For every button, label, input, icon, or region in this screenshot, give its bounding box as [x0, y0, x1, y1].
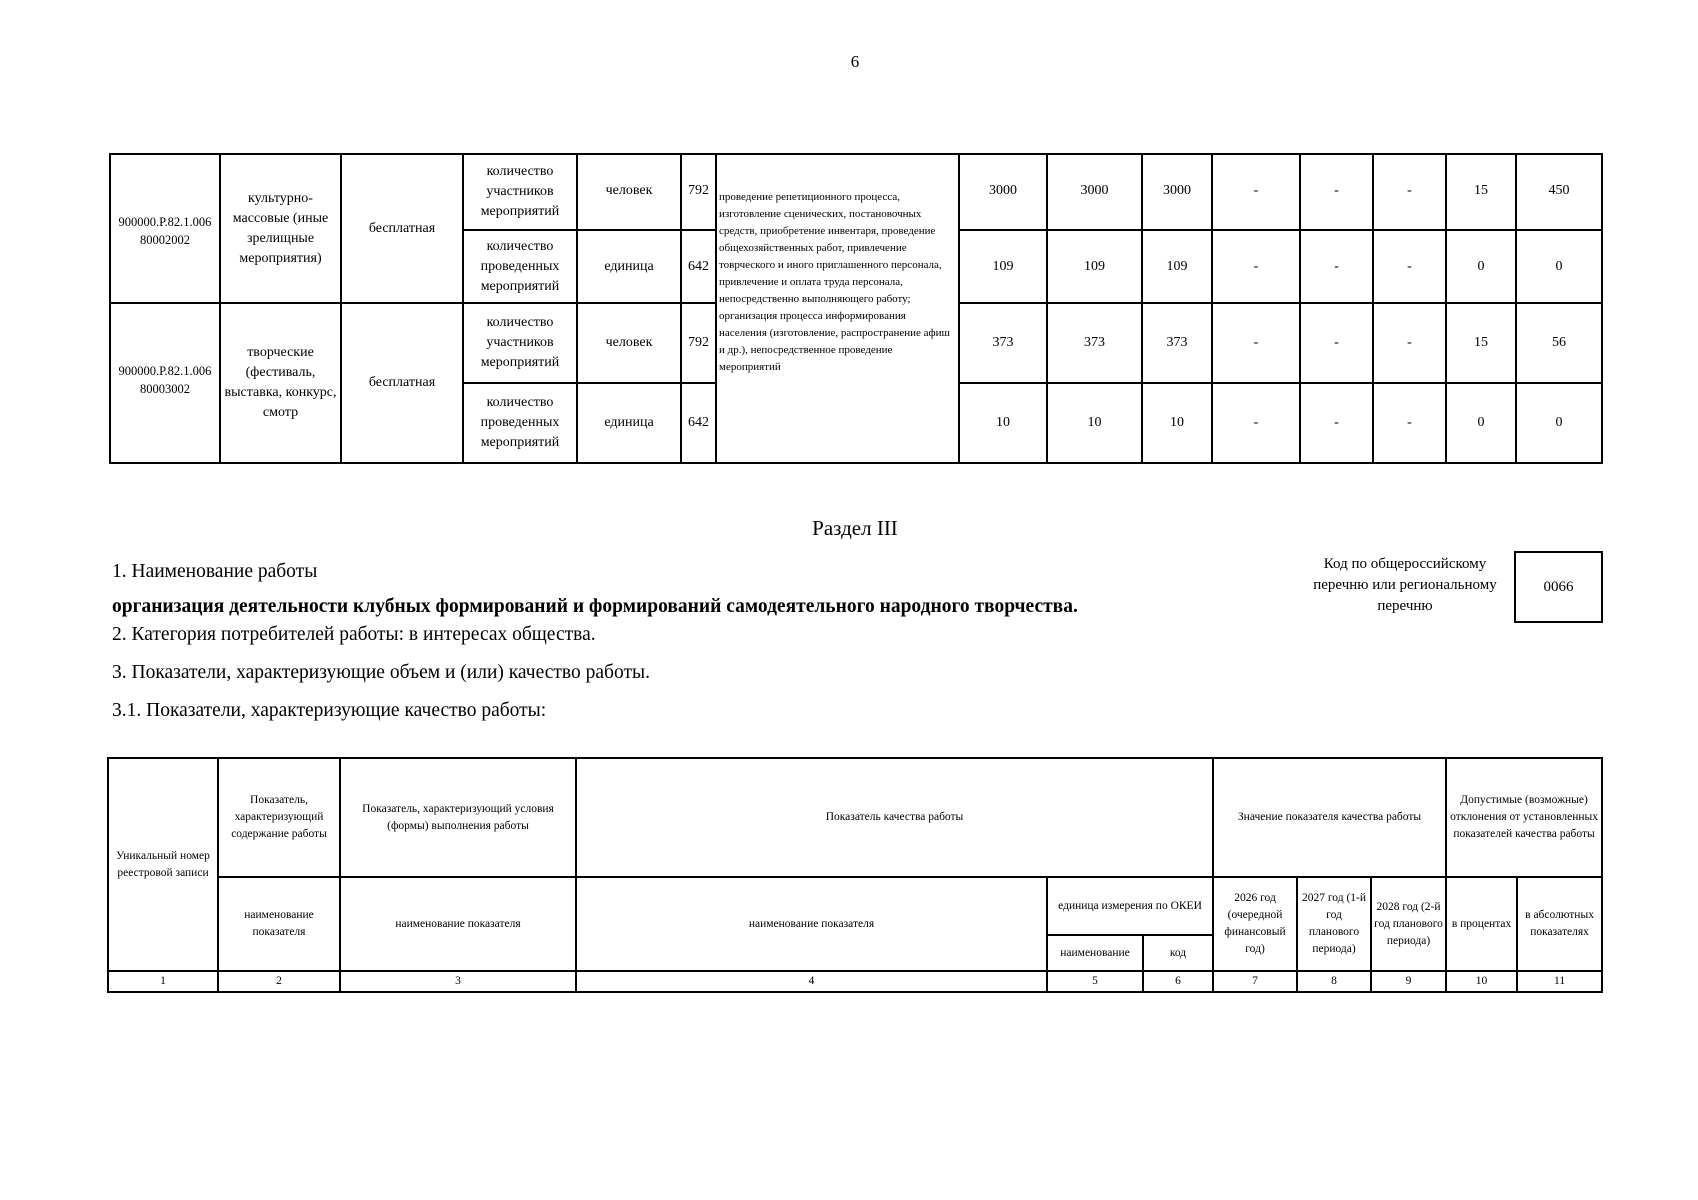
header-registry: Уникальный номер реестровой записи — [108, 758, 218, 971]
price-2028: - — [1373, 154, 1446, 230]
volume-table — [109, 153, 1603, 464]
indicator-name: количество участников мероприятий — [463, 303, 577, 383]
unit-name: человек — [577, 154, 681, 230]
header-row — [108, 877, 1602, 935]
price-2026: - — [1212, 303, 1300, 383]
deviation-absolute: 450 — [1516, 154, 1602, 230]
consumer-category: 2. Категория потребителей работы: в интересах общества. — [112, 624, 596, 645]
unit-name: человек — [577, 303, 681, 383]
header-2028: 2028 год (2-й год планового периода) — [1371, 877, 1446, 971]
value-2027: 373 — [1047, 303, 1142, 383]
header-quality: Показатель качества работы — [576, 758, 1213, 877]
value-2028: 10 — [1142, 383, 1212, 463]
indicator-name: количество участников мероприятий — [463, 154, 577, 230]
price-2028: - — [1373, 383, 1446, 463]
content-indicator: творческие (фестиваль, выставка, конкурс, смотр — [220, 303, 341, 463]
price-2027: - — [1300, 154, 1373, 230]
column-number: 4 — [576, 971, 1047, 992]
column-number: 2 — [218, 971, 340, 992]
value-2027: 109 — [1047, 230, 1142, 303]
work-content-text: проведение репетиционного процесса, изготовление сценических, постановочных средств, приобретение инвентаря, проведение общехозяйственных работ, привлечение товрческого и иного приглашенного персонала, привлечение и оплата труда персонала, непосредственно выполняющего работу; организация процесса информирования населения (изготовление, распространение афиш и др.), непосредственное проведение мероприятий — [716, 154, 959, 463]
header-unit-code: код — [1143, 935, 1213, 971]
header-percent: в процентах — [1446, 877, 1517, 971]
value-2028: 3000 — [1142, 154, 1212, 230]
column-number: 9 — [1371, 971, 1446, 992]
unit-code: 792 — [681, 303, 716, 383]
work-name: организация деятельности клубных формирований и формирований самодеятельного народного творчества. — [112, 596, 1078, 617]
section-point-3: 3. Показатели, характеризующие объем и (или) качество работы. — [112, 662, 650, 683]
header-deviation: Допустимые (возможные) отклонения от установленных показателей качества работы — [1446, 758, 1602, 877]
price-2027: - — [1300, 230, 1373, 303]
column-number: 11 — [1517, 971, 1602, 992]
price-2026: - — [1212, 383, 1300, 463]
deviation-percent: 15 — [1446, 154, 1516, 230]
okved-label: Код по общероссийскому перечню или региональному перечню — [1313, 556, 1497, 614]
value-2026: 10 — [959, 383, 1047, 463]
unit-code: 792 — [681, 154, 716, 230]
header-unit-name: наименование — [1047, 935, 1143, 971]
deviation-absolute: 56 — [1516, 303, 1602, 383]
price-2027: - — [1300, 303, 1373, 383]
registry-number: 900000.Р.82.1.006 80002002 — [110, 154, 220, 303]
column-number: 8 — [1297, 971, 1371, 992]
registry-number: 900000.Р.82.1.006 80003002 — [110, 303, 220, 463]
page-number: 6 — [850, 52, 860, 71]
header-value: Значение показателя качества работы — [1213, 758, 1446, 877]
header-content: Показатель, характеризующий содержание работы — [218, 758, 340, 877]
header-condition: Показатель, характеризующий условия (формы) выполнения работы — [340, 758, 576, 877]
okved-code — [1514, 551, 1603, 623]
deviation-percent: 0 — [1446, 383, 1516, 463]
header-name-indicator: наименование показателя — [218, 877, 340, 971]
deviation-absolute: 0 — [1516, 383, 1602, 463]
unit-code: 642 — [681, 230, 716, 303]
column-number: 7 — [1213, 971, 1297, 992]
indicator-name: количество проведенных мероприятий — [463, 383, 577, 463]
header-name-indicator: наименование показателя — [576, 877, 1047, 971]
unit-name: единица — [577, 383, 681, 463]
column-number: 10 — [1446, 971, 1517, 992]
work-name-label: 1. Наименование работы — [112, 561, 318, 582]
price-2027: - — [1300, 383, 1373, 463]
deviation-percent: 15 — [1446, 303, 1516, 383]
price-2026: - — [1212, 154, 1300, 230]
okved-code-value: 0066 — [1543, 578, 1574, 595]
content-indicator: культурно-массовые (иные зрелищные мероприятия) — [220, 154, 341, 303]
condition-indicator: бесплатная — [341, 303, 463, 463]
section-point-3-1: 3.1. Показатели, характеризующие качество работы: — [112, 700, 547, 721]
unit-name: единица — [577, 230, 681, 303]
deviation-percent: 0 — [1446, 230, 1516, 303]
unit-code: 642 — [681, 383, 716, 463]
value-2027: 10 — [1047, 383, 1142, 463]
column-number: 1 — [108, 971, 218, 992]
indicator-name: количество проведенных мероприятий — [463, 230, 577, 303]
value-2026: 109 — [959, 230, 1047, 303]
price-2028: - — [1373, 230, 1446, 303]
header-2027: 2027 год (1-й год планового периода) — [1297, 877, 1371, 971]
deviation-absolute: 0 — [1516, 230, 1602, 303]
section-title: Раздел III — [812, 516, 898, 540]
value-2028: 373 — [1142, 303, 1212, 383]
price-2028: - — [1373, 303, 1446, 383]
condition-indicator: бесплатная — [341, 154, 463, 303]
header-row — [108, 758, 1602, 877]
column-number: 6 — [1143, 971, 1213, 992]
column-number: 5 — [1047, 971, 1143, 992]
header-absolute: в абсолютных показателях — [1517, 877, 1602, 971]
header-name-indicator: наименование показателя — [340, 877, 576, 971]
value-2027: 3000 — [1047, 154, 1142, 230]
value-2028: 109 — [1142, 230, 1212, 303]
value-2026: 3000 — [959, 154, 1047, 230]
column-number: 3 — [340, 971, 576, 992]
quality-table — [107, 757, 1603, 993]
header-2026: 2026 год (очередной финансовый год) — [1213, 877, 1297, 971]
column-numbers-row — [108, 971, 1602, 992]
price-2026: - — [1212, 230, 1300, 303]
table-row — [110, 154, 1602, 230]
header-unit: единица измерения по ОКЕИ — [1047, 877, 1213, 935]
value-2026: 373 — [959, 303, 1047, 383]
